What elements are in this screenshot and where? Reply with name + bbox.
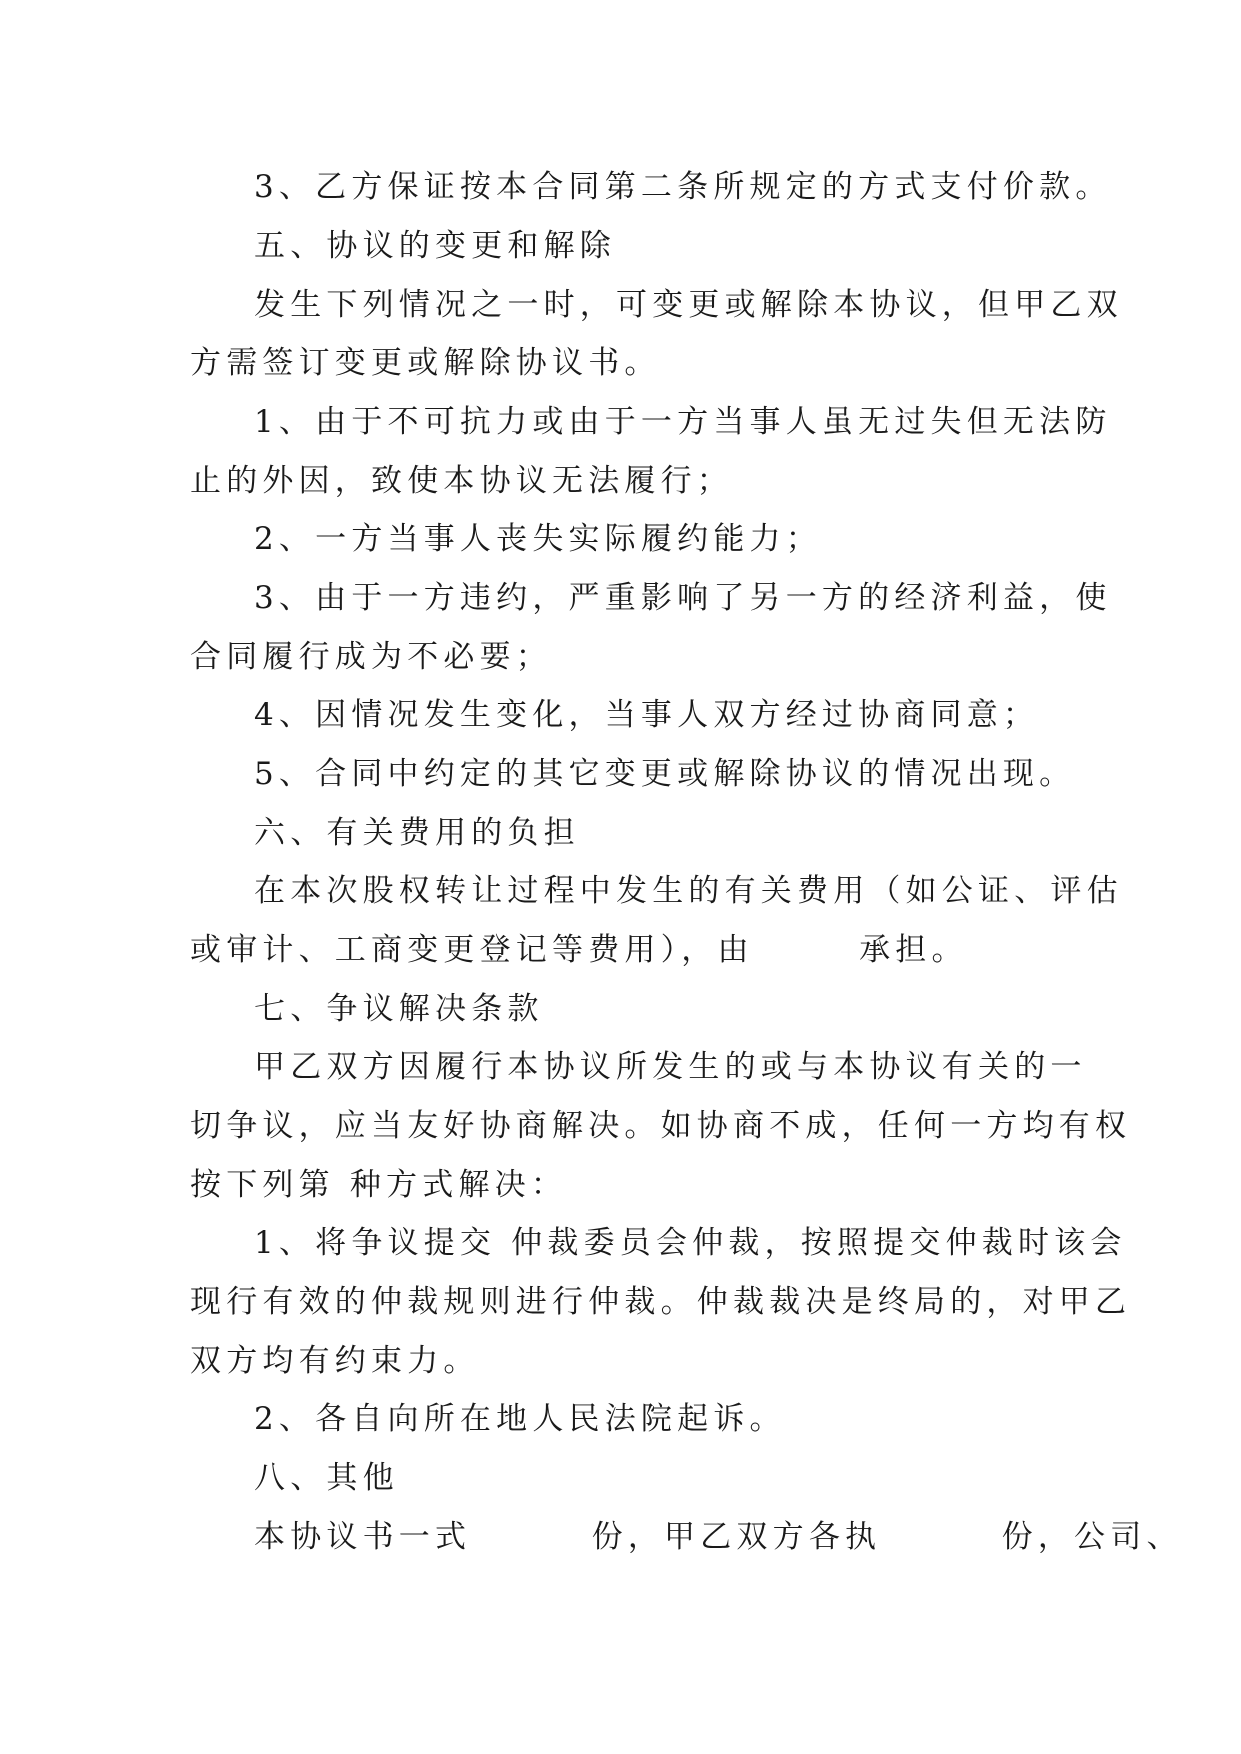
section-5-item-3-line-2: 合同履行成为不必要；	[190, 639, 552, 675]
section-5-item-5: 5、合同中约定的其它变更或解除协议的情况出现。	[254, 756, 1076, 792]
section-5-item-3-line-1: 3、由于一方违约，严重影响了另一方的经济利益，使	[254, 580, 1112, 616]
section-8-text-line-1: 本协议书一式 份，甲乙双方各执 份，公司、	[254, 1519, 1183, 1555]
section-7-item-1-line-2: 现行有效的仲裁规则进行仲裁。仲裁裁决是终局的，对甲乙	[190, 1284, 1132, 1320]
section-5-intro-line-1: 发生下列情况之一时，可变更或解除本协议，但甲乙双	[254, 287, 1123, 323]
clause-4-item-3: 3、乙方保证按本合同第二条所规定的方式支付价款。	[254, 169, 1112, 205]
section-7-heading: 七、争议解决条款	[254, 991, 544, 1027]
section-7-text-line-2: 切争议，应当友好协商解决。如协商不成，任何一方均有权	[190, 1108, 1132, 1144]
section-7-item-1-line-3: 双方均有约束力。	[190, 1343, 480, 1379]
section-6-heading: 六、有关费用的负担	[254, 815, 580, 851]
section-5-item-1-line-2: 止的外因，致使本协议无法履行；	[190, 463, 733, 499]
section-8-heading: 八、其他	[254, 1460, 399, 1496]
section-5-item-2: 2、一方当事人丧失实际履约能力；	[254, 521, 822, 557]
section-7-item-1-line-1: 1、将争议提交 仲裁委员会仲裁，按照提交仲裁时该会	[254, 1225, 1127, 1261]
section-7-text-line-1: 甲乙双方因履行本协议所发生的或与本协议有关的一	[254, 1049, 1087, 1085]
section-5-item-4: 4、因情况发生变化，当事人双方经过协商同意；	[254, 697, 1040, 733]
section-7-text-line-3: 按下列第 种方式解决：	[190, 1167, 568, 1203]
section-7-item-2: 2、各自向所在地人民法院起诉。	[254, 1401, 786, 1437]
section-5-intro-line-2: 方需签订变更或解除协议书。	[190, 345, 661, 381]
section-5-heading: 五、协议的变更和解除	[254, 228, 616, 264]
section-5-item-1-line-1: 1、由于不可抗力或由于一方当事人虽无过失但无法防	[254, 404, 1112, 440]
section-6-text-line-1: 在本次股权转让过程中发生的有关费用（如公证、评估	[254, 873, 1123, 909]
section-6-text-line-2: 或审计、工商变更登记等费用），由 承担。	[190, 932, 968, 968]
